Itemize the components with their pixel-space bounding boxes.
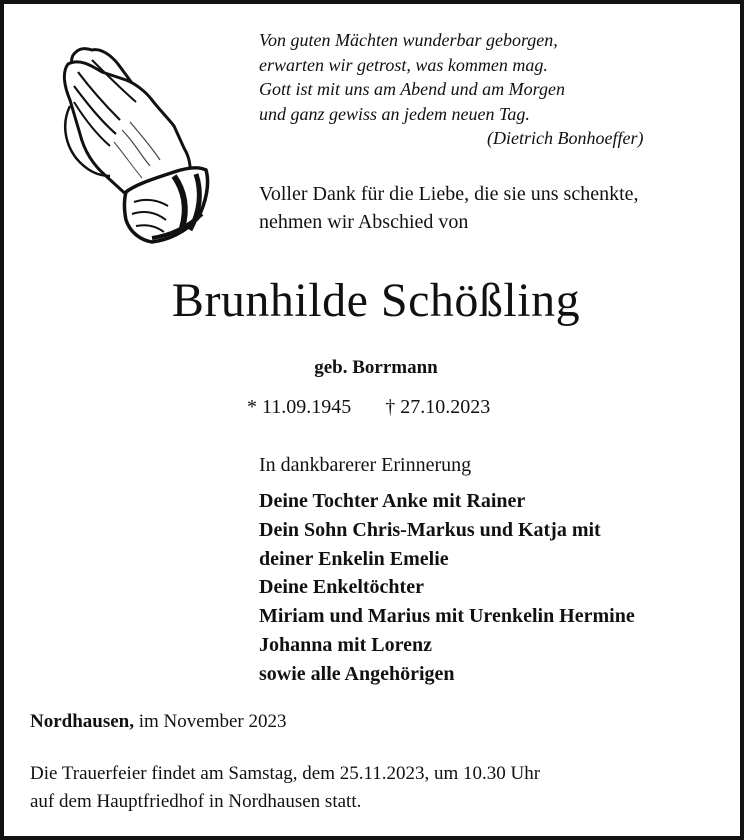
service-line: Die Trauerfeier findet am Samstag, dem 25.11.2023, um 10.30 Uhr: [30, 763, 541, 784]
poem-quote: [259, 28, 719, 151]
maiden-name: geb. Borrmann: [314, 357, 438, 378]
death-date: † 27.10.2023: [385, 396, 491, 418]
funeral-service-info: [30, 760, 540, 816]
place-date: [30, 709, 287, 735]
intro-line: nehmen wir Abschied von: [259, 211, 469, 233]
poem-line: Von guten Mächten wunderbar geborgen,: [259, 30, 558, 50]
poem-line: Gott ist mit uns am Abend und am Morgen: [259, 79, 565, 99]
birth-date: * 11.09.1945: [247, 396, 352, 418]
praying-hands-icon: [56, 42, 211, 247]
place-when: im November 2023: [134, 711, 287, 732]
mourner-line: Miriam und Marius mit Urenkelin Hermine: [259, 605, 635, 628]
mourner-line: Deine Enkeltöchter: [259, 576, 424, 599]
intro-line: Voller Dank für die Liebe, die sie uns schenkte,: [259, 183, 639, 205]
mourner-line: deiner Enkelin Emelie: [259, 547, 449, 570]
mourners-list: [259, 487, 635, 689]
poem-line: und ganz gewiss an jedem neuen Tag.: [259, 103, 530, 124]
place-city: Nordhausen,: [30, 711, 134, 732]
poem-line: erwarten wir getrost, was kommen mag.: [259, 54, 548, 75]
mourner-line: Johanna mit Lorenz: [259, 633, 432, 656]
remembrance-text: In dankbarerer Erinnerung: [259, 454, 472, 476]
mourner-line: Deine Tochter Anke mit Rainer: [259, 490, 526, 512]
life-dates: [247, 394, 490, 420]
deceased-name: Brunhilde Schößling: [171, 274, 581, 327]
mourner-line: sowie alle Angehörigen: [259, 662, 455, 685]
intro-text: [259, 180, 639, 236]
service-line: auf dem Hauptfriedhof in Nordhausen statt.: [30, 791, 362, 812]
mourner-line: Dein Sohn Chris-Markus und Katja mit: [259, 518, 601, 541]
poem-author: (Dietrich Bonhoeffer): [487, 128, 644, 148]
